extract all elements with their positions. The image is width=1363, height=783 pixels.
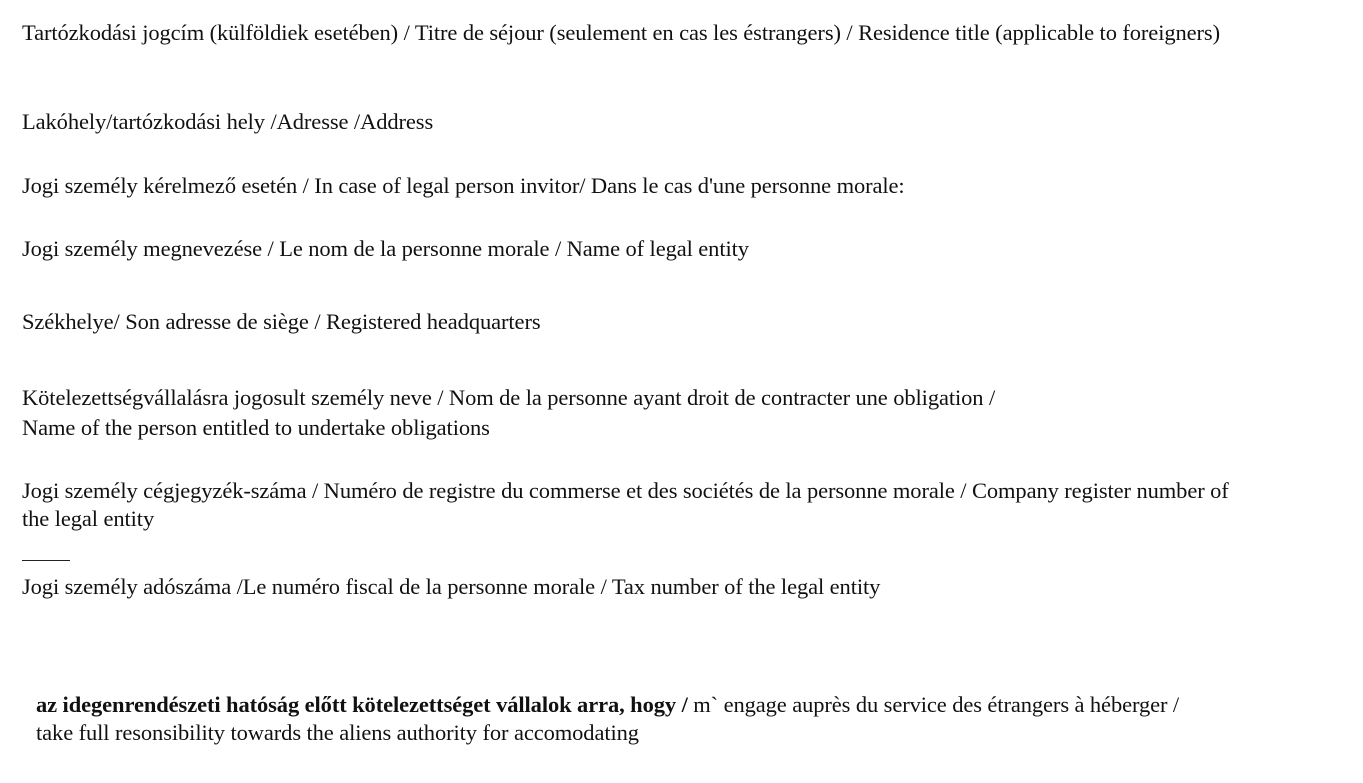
commitment-statement-line1 bbox=[36, 690, 1179, 720]
tax-number-label: Jogi személy adószáma /Le numéro fiscal de la personne morale / Tax number of the legal entity bbox=[22, 574, 881, 599]
address-label: Lakóhely/tartózkodási hely /Adresse /Address bbox=[22, 109, 434, 134]
authorized-person-label-line2: Name of the person entitled to undertake obligations bbox=[22, 415, 490, 440]
commitment-bold-text: az idegenrendészeti hatóság előtt kötelezettséget vállalok arra, hogy / bbox=[36, 692, 688, 717]
commitment-french-text: m` engage auprès du service des étrangers à héberger / bbox=[687, 692, 1180, 717]
legal-person-intro-label: Jogi személy kérelmező esetén / In case of legal person invitor/ Dans le cas d'une personne morale: bbox=[22, 173, 905, 198]
residence-title-label: Tartózkodási jogcím (külföldiek esetében) / Titre de séjour (seulement en cas les éstrangers) / Residence title (applicable to foreigners) bbox=[22, 20, 1220, 45]
authorized-person-label-line1: Kötelezettségvállalásra jogosult személy neve / Nom de la personne ayant droit de contracter une obligation / bbox=[22, 385, 996, 410]
register-number-label-line2: the legal entity bbox=[22, 506, 155, 531]
commitment-statement-line2: take full resonsibility towards the aliens authority for accomodating bbox=[36, 720, 639, 745]
register-number-label-line1: Jogi személy cégjegyzék-száma / Numéro de registre du commerse et des sociétés de la personne morale / Company register number of bbox=[22, 478, 1229, 503]
legal-entity-name-label: Jogi személy megnevezése / Le nom de la personne morale / Name of legal entity bbox=[22, 236, 749, 261]
short-divider bbox=[22, 560, 70, 561]
headquarters-label: Székhelye/ Son adresse de siège / Registered headquarters bbox=[22, 309, 541, 334]
